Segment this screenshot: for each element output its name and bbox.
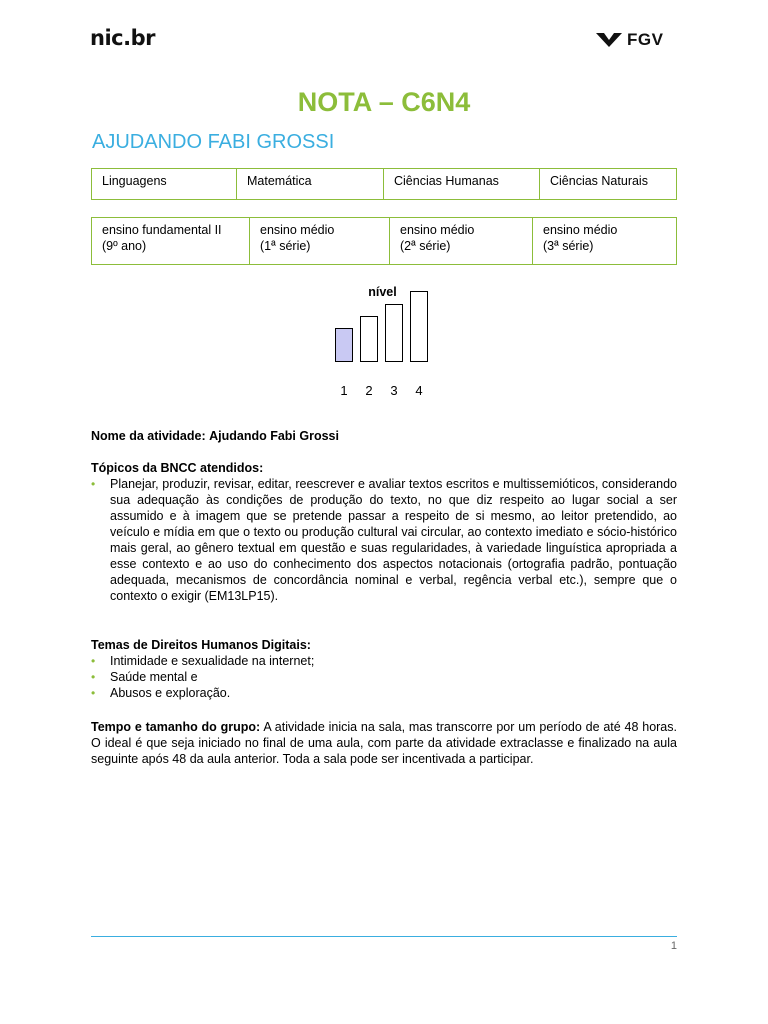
nivel-tick-4: 4: [415, 383, 423, 398]
tempo-label: Tempo e tamanho do grupo:: [91, 720, 261, 734]
level-cell: [390, 218, 533, 265]
nivel-label: nível: [368, 285, 397, 299]
area-cell: Ciências Naturais: [540, 169, 677, 200]
direitos-item: • Saúde mental e: [91, 669, 677, 685]
level-cell: [533, 218, 677, 265]
level-line: ensino médio: [543, 223, 618, 237]
level-line: ensino médio: [260, 223, 335, 237]
level-line: ensino fundamental II: [102, 223, 222, 237]
level-line: (2ª série): [400, 239, 451, 253]
fgv-logo-text: FGV: [627, 30, 664, 49]
page-title: NOTA – C6N4: [297, 87, 471, 117]
nivel-bar-1: [335, 328, 353, 362]
bncc-heading: Tópicos da BNCC atendidos:: [91, 461, 264, 475]
bncc-item: • Planejar, produzir, revisar, editar, reescrever e avaliar textos escritos e multissemióticos, considerando sua adequação às condições de produção do texto, no que diz respeito ao lugar social a ser assumido e à imagem que se pretende passar a respeito de si mesmo, ao leitor pretendido, ao veículo e mídia em que o texto ou produção cultural vai circular, ao contexto imediato e sócio-histórico mais geral, ao gênero textual em questão e suas regularidades, à variedade linguística apropriada a esse contexto e ao uso do conhecimento dos aspectos notacionais (ortografia padrão, pontuação adequada, mecanismos de concordância nominal e verbal, regência verbal etc.), sempre que o contexto o exigir (EM13LP15).: [91, 476, 677, 604]
nivel-tick-1: 1: [340, 383, 348, 398]
activity-name: [91, 428, 677, 444]
level-cell: [250, 218, 390, 265]
knowledge-areas-table: [91, 168, 677, 200]
level-line: (3ª série): [543, 239, 594, 253]
nivel-bar-2: [360, 316, 378, 362]
nivel-bar-3: [385, 304, 403, 362]
area-cell: Ciências Humanas: [384, 169, 540, 200]
school-levels-table: [91, 217, 677, 265]
tempo-section: [91, 719, 677, 767]
page-number: 1: [670, 940, 677, 952]
area-cell: Matemática: [237, 169, 384, 200]
level-line: ensino médio: [400, 223, 475, 237]
nivel-bar-4: [410, 291, 428, 362]
level-line: (9º ano): [102, 239, 147, 253]
nivel-indicator: [330, 283, 440, 403]
fgv-logo: [596, 30, 663, 50]
direitos-section: [91, 637, 677, 701]
tempo-text: A atividade inicia na sala, mas transcorre por um período de até 48 horas. O ideal é que seja iniciado no final de uma aula, com parte da atividade extraclasse e finalizado na aula seguinte após 48 da aula anterior. Toda a sala pode ser incentivada a participar.: [91, 720, 677, 766]
activity-name-label: Nome da atividade:: [91, 429, 206, 443]
level-line: (1ª série): [260, 239, 311, 253]
direitos-heading: Temas de Direitos Humanos Digitais:: [91, 638, 311, 652]
direitos-item: • Abusos e exploração.: [91, 685, 677, 701]
bncc-section: [91, 460, 677, 604]
nivel-tick-3: 3: [390, 383, 398, 398]
activity-name-value: Ajudando Fabi Grossi: [209, 429, 339, 443]
area-cell: Linguagens: [92, 169, 237, 200]
activity-subtitle: AJUDANDO FABI GROSSI: [92, 131, 335, 153]
nivel-tick-2: 2: [365, 383, 373, 398]
fgv-chevron-icon: [596, 33, 622, 47]
direitos-item: • Intimidade e sexualidade na internet;: [91, 653, 677, 669]
level-cell: [92, 218, 250, 265]
footer-divider: [91, 936, 677, 937]
nic-br-logo: nic.br: [90, 26, 155, 50]
